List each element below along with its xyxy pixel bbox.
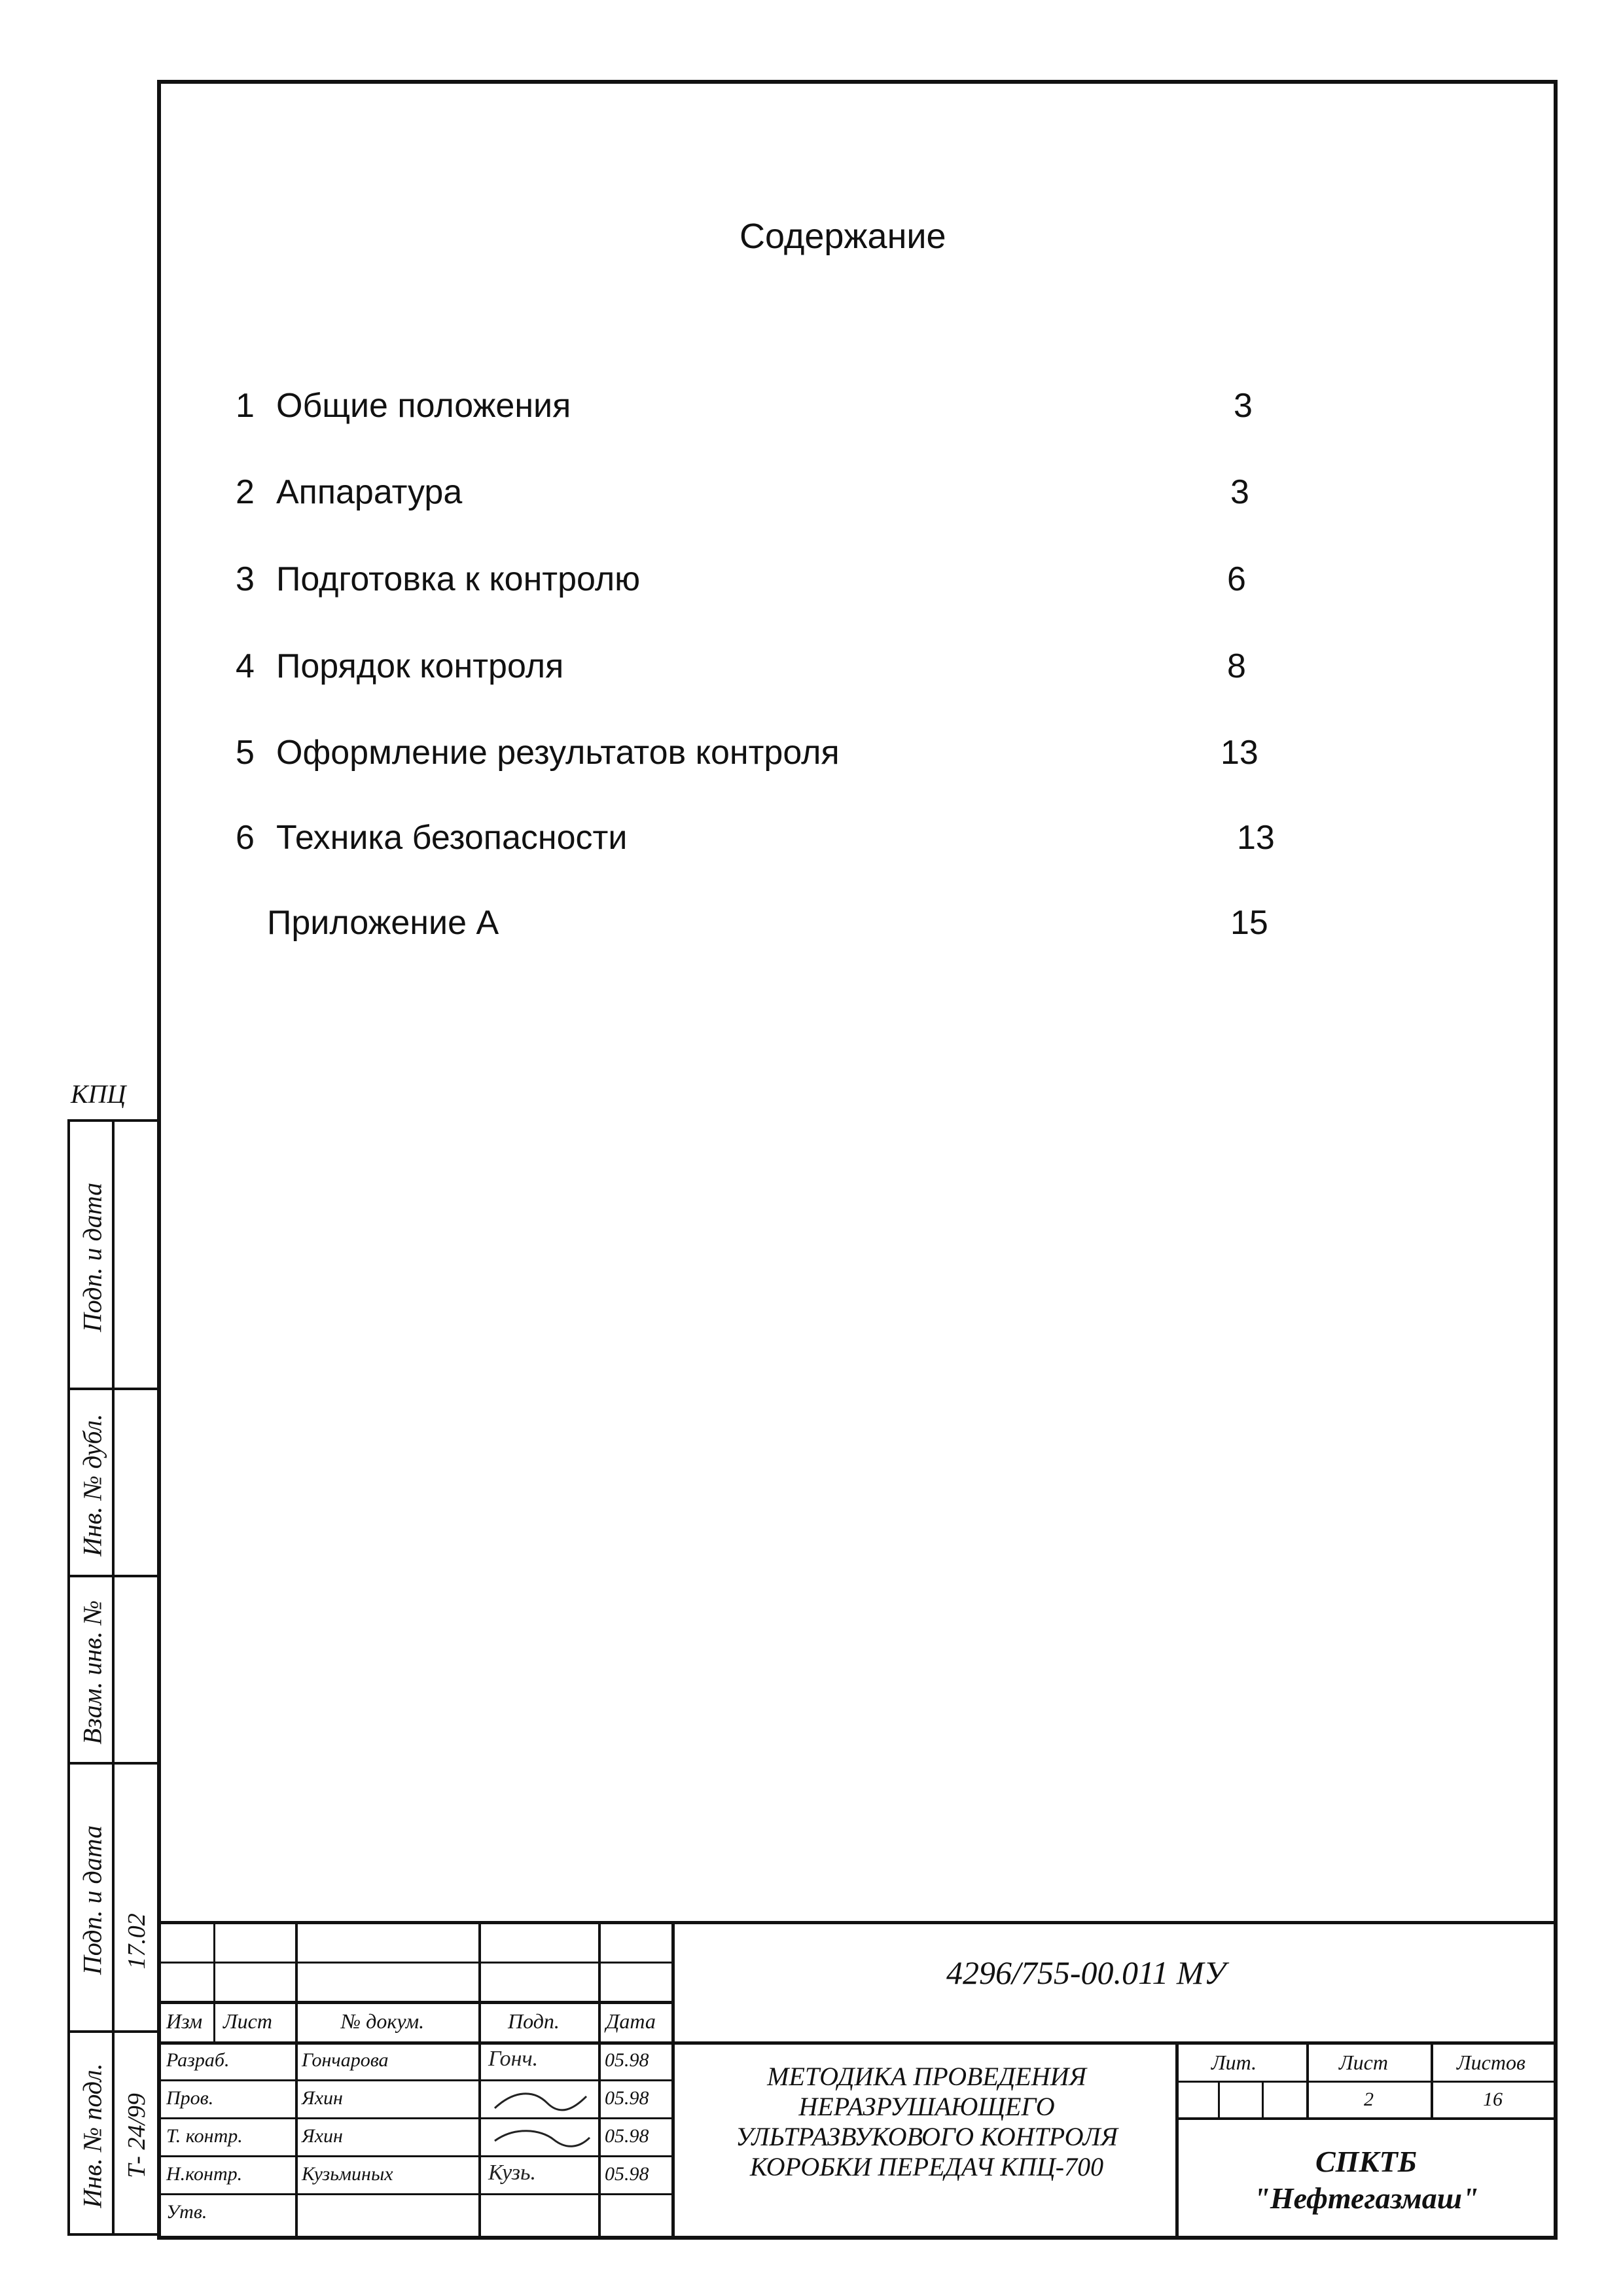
signature-mark [488,2083,593,2116]
organization: СПКТБ "Нефтегазмаш" [1253,2145,1479,2215]
row-date: 05.98 [605,2049,649,2071]
side-inv-podl-value: Т- 24/99 [123,2093,151,2178]
toc-item-label: Порядок контроля [276,647,564,685]
toc-item-number: 3 [236,560,255,598]
toc-item-number: 4 [236,647,255,685]
row-date: 05.98 [605,2163,649,2185]
row-role: Утв. [166,2201,207,2223]
title-block [161,1921,1554,2236]
side-top-note: КПЦ [71,1079,126,1109]
side-cell-vzam-inv [67,1575,157,1765]
sheet-label: Лист [1339,2051,1388,2074]
row-role: Пров. [166,2087,214,2109]
toc-item-label: Приложение А [267,904,499,942]
toc-item-page: 8 [1227,647,1246,685]
row-name: Гончарова [302,2049,389,2071]
row-name: Кузьминых [302,2163,393,2185]
sheets-count: 16 [1483,2089,1503,2110]
side-cell-podp-data [67,1119,157,1390]
toc-item-page: 3 [1234,387,1253,425]
row-role: Разраб. [166,2049,230,2071]
toc-item-page: 13 [1237,819,1275,857]
toc-item-page: 13 [1221,734,1258,772]
sheets-label: Листов [1457,2051,1525,2074]
toc-title: Содержание [740,217,946,256]
row-name: Яхин [302,2125,343,2147]
toc-item-number: 1 [236,387,255,425]
header-podp: Подп. [508,2009,560,2033]
toc-item-page: 3 [1230,473,1249,511]
row-signature: Кузь. [488,2161,536,2185]
side-label-inv-podl: Инв. № подл. [77,2063,107,2208]
row-name: Яхин [302,2087,343,2109]
toc-item-label: Оформление результатов контроля [276,734,840,772]
header-date: Дата [606,2009,656,2033]
row-date: 05.98 [605,2087,649,2109]
side-label-podp-data: Подп. и дата [77,1182,107,1333]
side-podp-date-value: 17.02 [123,1913,151,1969]
side-label-inv-dubl: Инв. № дубл. [77,1414,107,1556]
row-signature: Гонч. [488,2047,539,2071]
header-doc-num: № докум. [341,2009,425,2033]
side-label-podp-data-2: Подп. и дата [77,1825,107,1975]
document-title: МЕТОДИКА ПРОВЕДЕНИЯ НЕРАЗРУШАЮЩЕГО УЛЬТРАЗВУКОВОГО КОНТРОЛЯ КОРОБКИ ПЕРЕДАЧ КПЦ-700 [736,2062,1118,2181]
header-list: Лист [223,2009,272,2033]
row-date: 05.98 [605,2125,649,2147]
row-role: Н.контр. [166,2163,243,2185]
toc-item-page: 15 [1230,904,1268,942]
toc-item-label: Техника безопасности [276,819,628,857]
header-izm: Изм [166,2009,203,2033]
toc-item-label: Подготовка к контролю [276,560,641,598]
side-cell-inv-dubl [67,1388,157,1577]
toc-item-label: Аппаратура [276,473,463,511]
sheet-number: 2 [1364,2089,1374,2110]
row-role: Т. контр. [166,2125,243,2147]
toc-item-page: 6 [1227,560,1246,598]
side-cell-inv-podl [67,2030,157,2236]
toc-item-label: Общие положения [276,387,571,425]
document-code: 4296/755-00.011 МУ [946,1954,1226,1991]
toc-item-number: 2 [236,473,255,511]
side-label-vzam-inv: Взам. инв. № [77,1600,107,1745]
side-cell-podp-data-2 [67,1762,157,2033]
toc-item-number: 5 [236,734,255,772]
side-strip [67,1119,157,2238]
lit-label: Лит. [1211,2051,1257,2074]
signature-mark [488,2121,593,2154]
toc-item-number: 6 [236,819,255,857]
